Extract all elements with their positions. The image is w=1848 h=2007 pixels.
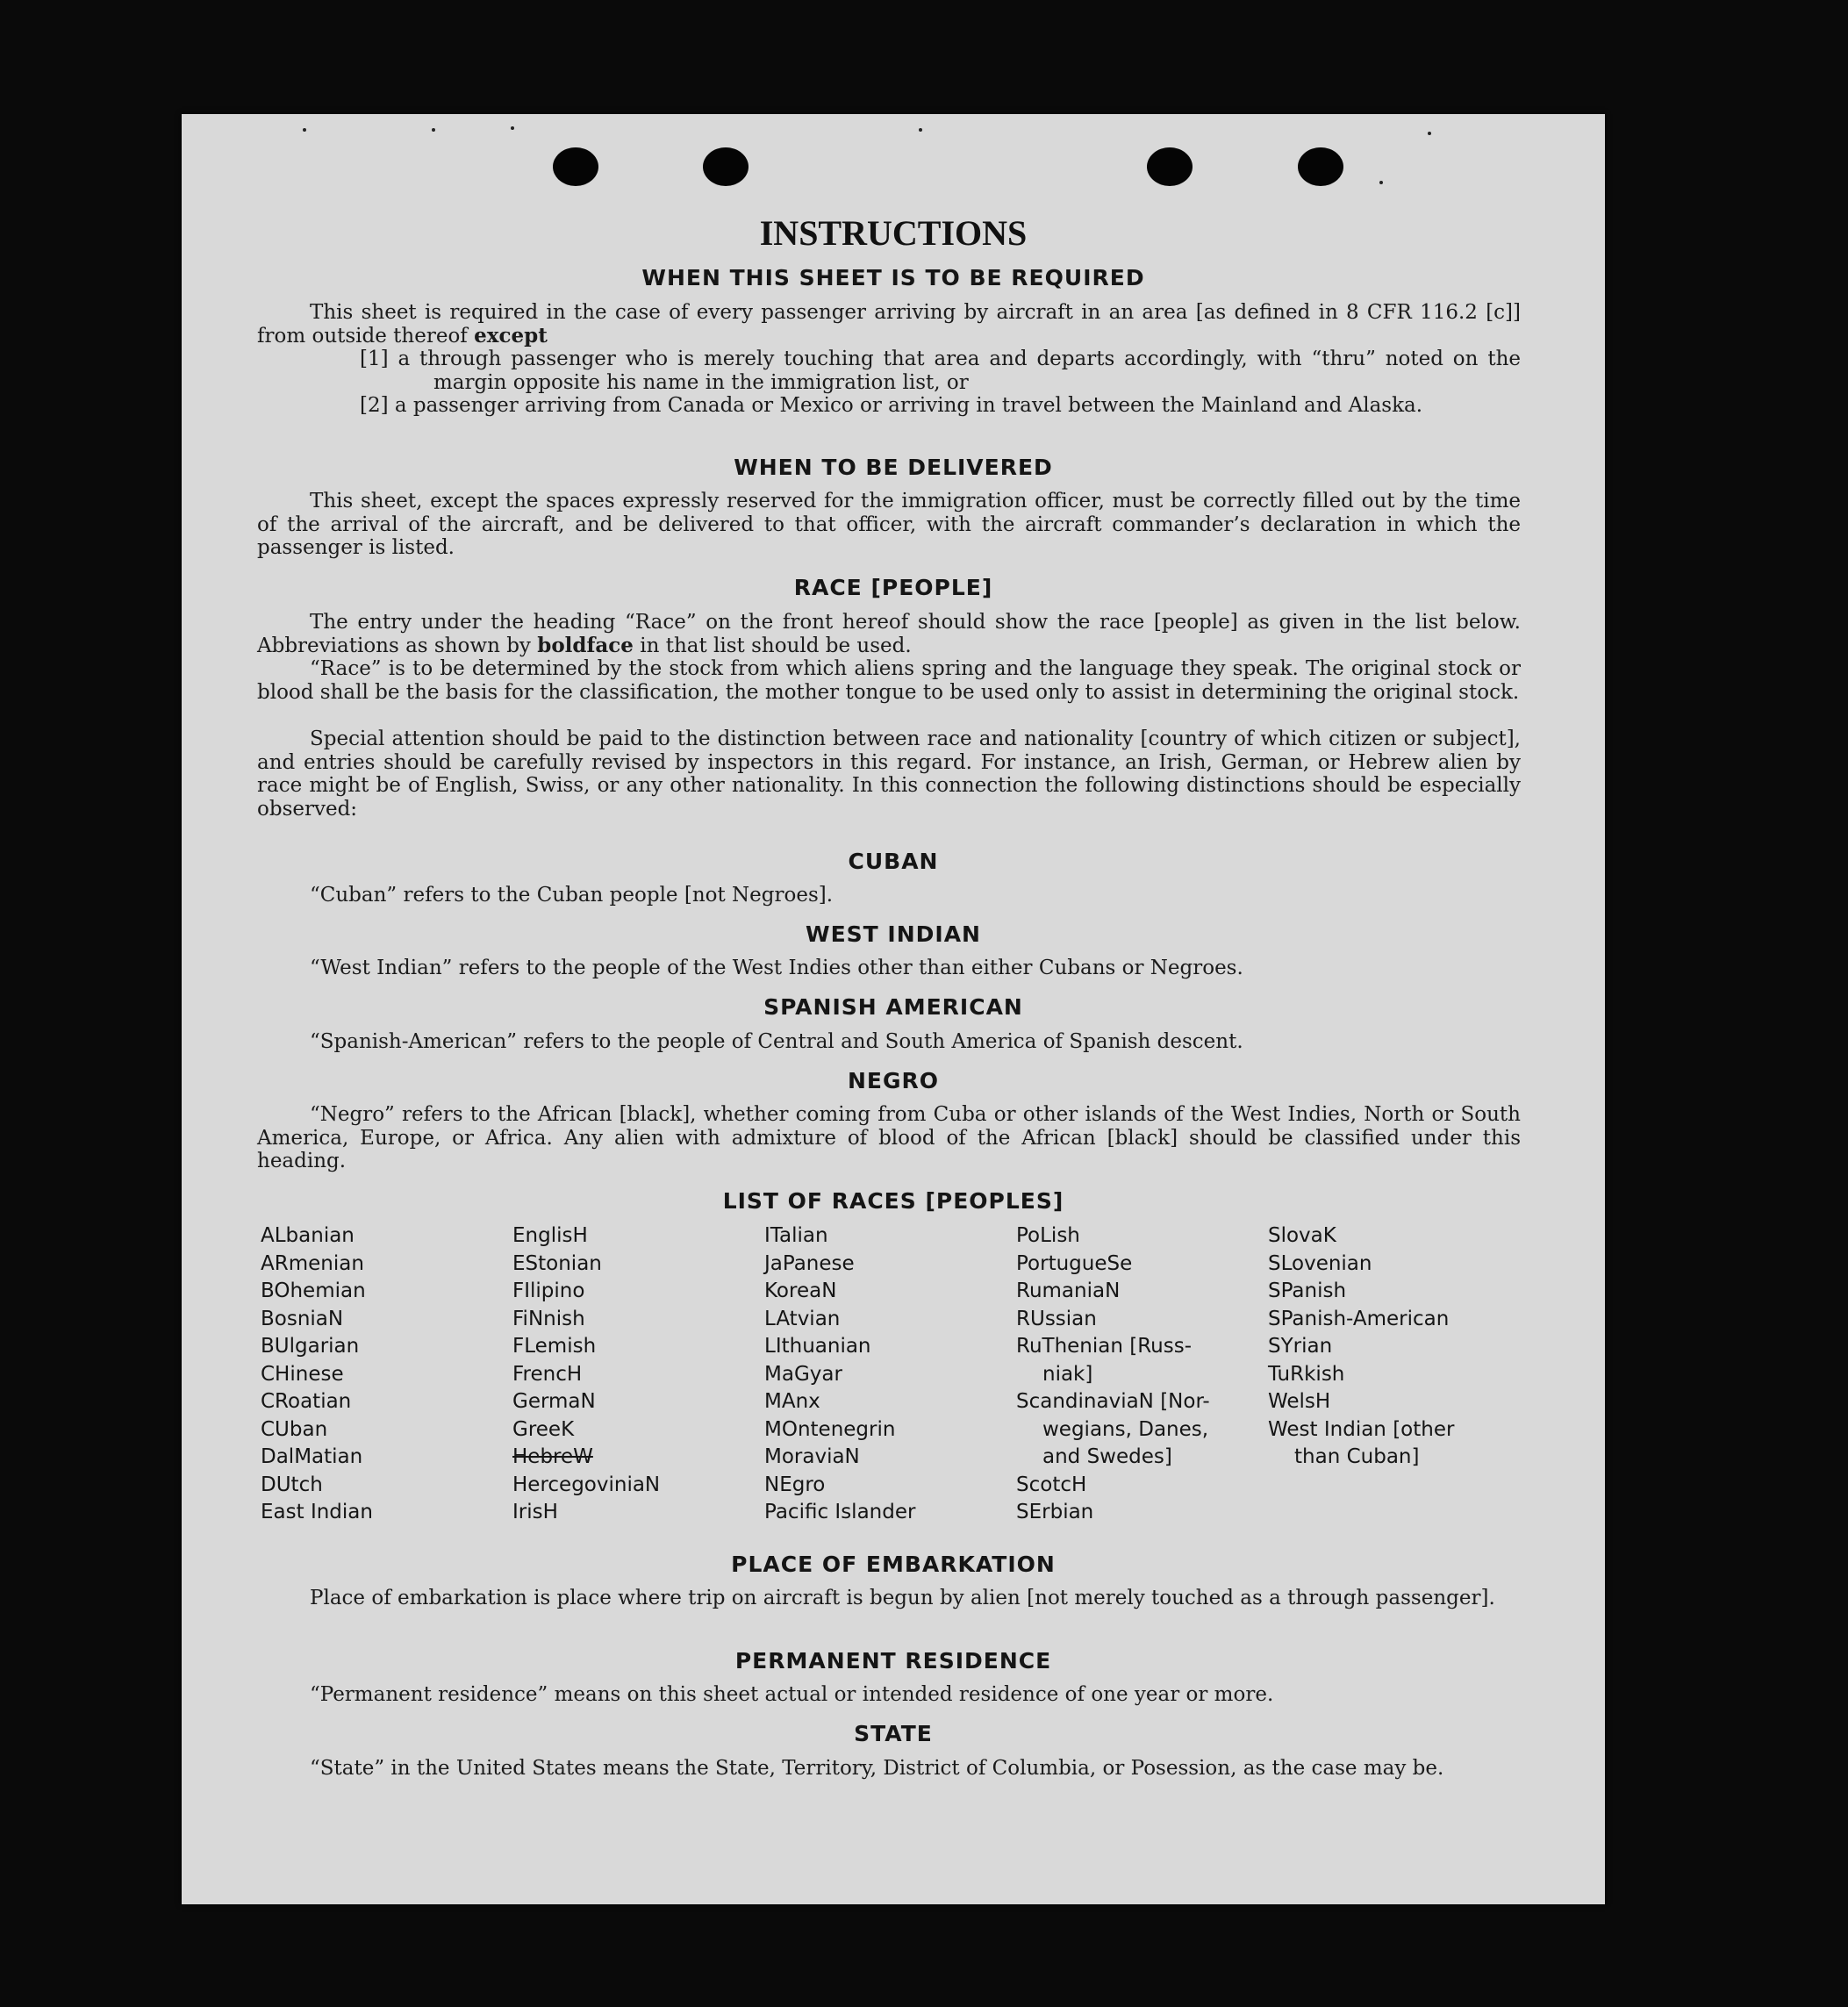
speck [1428,132,1431,135]
section-heading-delivered: WHEN TO BE DELIVERED [734,455,1053,480]
paragraph-negro [257,1103,1521,1173]
punch-hole [703,147,749,186]
race-item: WelsH [1268,1390,1331,1413]
paragraph-race-1 [257,611,1521,657]
race-item: MaGyar [764,1362,842,1386]
race-item: MoraviaN [764,1445,860,1468]
race-item: RuThenian [Russ- [1016,1335,1193,1358]
race-item: FiNnish [512,1307,585,1330]
race-item: KoreaN [764,1279,837,1302]
race-item: Pacific Islander [764,1501,916,1523]
race-item: MOntenegrin [764,1417,896,1441]
section-heading-cuban: CUBAN [848,849,939,874]
race-item: PoLish [1016,1224,1080,1247]
punch-hole [1298,147,1343,186]
race-item: HercegoviniaN [512,1473,661,1496]
residence-text: “Permanent residence” means on this sheet actual or intended residence of one year or more. [310,1683,1274,1706]
section-heading-embarkation: PLACE OF EMBARKATION [731,1552,1056,1577]
paragraph-state [257,1757,1521,1781]
paragraph-embarkation [257,1587,1521,1610]
section-heading-residence: PERMANENT RESIDENCE [734,1648,1052,1674]
paragraph-race-2 [257,657,1521,704]
race-item: SYrian [1268,1335,1333,1358]
race-item: EStonian [512,1251,602,1275]
section-heading-required: WHEN THIS SHEET IS TO BE REQUIRED [641,265,1145,290]
race-item: GreeK [512,1417,575,1441]
race-item: LIthuanian [764,1335,871,1358]
race-p3-text: Special attention should be paid to the distinction between race and nationality [country of which citizen or subject], and entries should be carefully revised by inspectors in this regard. For instance, an Irish, German, or Hebrew alien by race might be of English, Swiss, or any other nationality. In this connection the following distinctions should be especially observed: [257,728,1521,821]
embarkation-text: Place of embarkation is place where trip on aircraft is begun by alien [not merely touched as a through passenger]. [310,1587,1495,1609]
race-item: LAtvian [764,1307,841,1330]
negro-text: “Negro” refers to the African [black], whether coming from Cuba or other islands of the West Indies, North or South America, Europe, or Africa. Any alien with admixture of blood of the African [black] should be classified under this heading. [257,1103,1521,1172]
paragraph-cuban [257,884,1521,907]
paragraph-west-indian [257,957,1521,980]
paragraph-required [257,301,1521,348]
speck [1379,181,1383,184]
exception-item-1: [1] a through passenger who is merely touching that area and departs accordingly, with “thru” noted on the margin opposite his name in the immigration list, or [360,348,1521,394]
race-p1-text-a: The entry under the heading “Race” on the front hereof should show the race [people] as given in the list below. Abbreviations as shown by [257,611,1521,657]
instruction-sheet [182,114,1605,1904]
paragraph-required-bold: except [474,323,548,348]
state-text: “State” in the United States means the State, Territory, District of Columbia, or Posession, as the case may be. [310,1757,1444,1780]
race-p1-text-b: in that list should be used. [640,634,912,657]
race-item: FrencH [512,1362,583,1386]
section-heading-west-indian: WEST INDIAN [806,921,981,947]
race-item: BUlgarian [261,1335,360,1358]
punch-hole [553,147,598,186]
race-item-continued: wegians, Danes, [1042,1417,1209,1441]
race-p1-bold: boldface [537,633,634,657]
section-heading-race: RACE [PEOPLE] [793,575,993,600]
race-item: DUtch [261,1473,323,1496]
speck [919,128,922,132]
race-item: CRoatian [261,1390,352,1413]
exception-item-2: [2] a passenger arriving from Canada or Mexico or arriving in travel between the Mainland and Alaska. [360,394,1423,417]
race-item: DalMatian [261,1445,363,1468]
speck [511,126,514,130]
paragraph-delivered [257,490,1521,560]
race-item: EnglisH [512,1224,588,1247]
race-item: ScotcH [1016,1473,1087,1496]
paragraph-required-text: This sheet is required in the case of every passenger arriving by aircraft in an area [as defined in 8 CFR 116.2 [c]] from outside thereof [257,301,1521,348]
page-title: INSTRUCTIONS [759,213,1028,253]
race-item: BosniaN [261,1307,344,1330]
speck [303,128,306,132]
section-heading-state: STATE [854,1721,933,1746]
race-item: BOhemian [261,1279,366,1302]
speck [432,128,435,132]
race-item: SPanish [1268,1279,1347,1302]
spanish-american-text: “Spanish-American” refers to the people of Central and South America of Spanish descent. [310,1030,1243,1053]
race-item: RUssian [1016,1307,1097,1330]
punch-hole [1147,147,1193,186]
race-item: ScandinaviaN [Nor- [1016,1390,1210,1413]
race-item: TuRkish [1268,1362,1345,1386]
race-item: PortugueSe [1016,1251,1133,1275]
race-item-continued: niak] [1042,1362,1093,1386]
race-item: East Indian [261,1501,373,1523]
cuban-text: “Cuban” refers to the Cuban people [not Negroes]. [310,884,834,907]
race-item: FLemish [512,1335,597,1358]
west-indian-text: “West Indian” refers to the people of the West Indies other than either Cubans or Negroes. [310,957,1243,979]
race-item: ITalian [764,1224,828,1247]
race-item: ARmenian [261,1251,364,1275]
races-column-1 [261,1222,515,1527]
races-column-3 [764,1222,1019,1527]
race-item: ALbanian [261,1224,355,1247]
race-item: SLovenian [1268,1251,1372,1275]
races-column-4 [1016,1222,1271,1527]
paragraph-delivered-text: This sheet, except the spaces expressly reserved for the immigration officer, must be correctly filled out by the time of the arrival of the aircraft, and be delivered to that officer, with the aircraft commander’s declaration in which the passenger is listed. [257,490,1521,559]
race-item: IrisH [512,1501,558,1523]
race-item-continued: and Swedes] [1042,1445,1172,1468]
race-item: CUban [261,1417,328,1441]
paragraph-race-3 [257,728,1521,821]
section-heading-negro: NEGRO [847,1068,940,1093]
paragraph-residence [257,1683,1521,1707]
section-heading-races-list: LIST OF RACES [PEOPLES] [722,1188,1064,1214]
race-item: MAnx [764,1390,820,1413]
race-item: West Indian [other [1268,1417,1455,1441]
races-column-5 [1268,1222,1522,1472]
race-item: JaPanese [764,1251,855,1275]
race-item-struck: HebreW [512,1445,593,1468]
race-item: NEgro [764,1473,826,1496]
race-item-continued: than Cuban] [1294,1445,1420,1468]
paragraph-spanish-american [257,1030,1521,1054]
races-column-2 [512,1222,767,1527]
race-item: SErbian [1016,1501,1094,1523]
race-item: FIlipino [512,1279,585,1302]
race-item: RumaniaN [1016,1279,1121,1302]
section-heading-spanish-american: SPANISH AMERICAN [763,994,1023,1020]
race-item: SPanish-American [1268,1307,1450,1330]
race-p2-text: “Race” is to be determined by the stock from which aliens spring and the language they speak. The original stock or blood shall be the basis for the classification, the mother tongue to be used only to assist in determining the original stock. [257,657,1521,704]
race-item: SlovaK [1268,1224,1336,1247]
race-item: GermaN [512,1390,596,1413]
race-item: CHinese [261,1362,344,1386]
